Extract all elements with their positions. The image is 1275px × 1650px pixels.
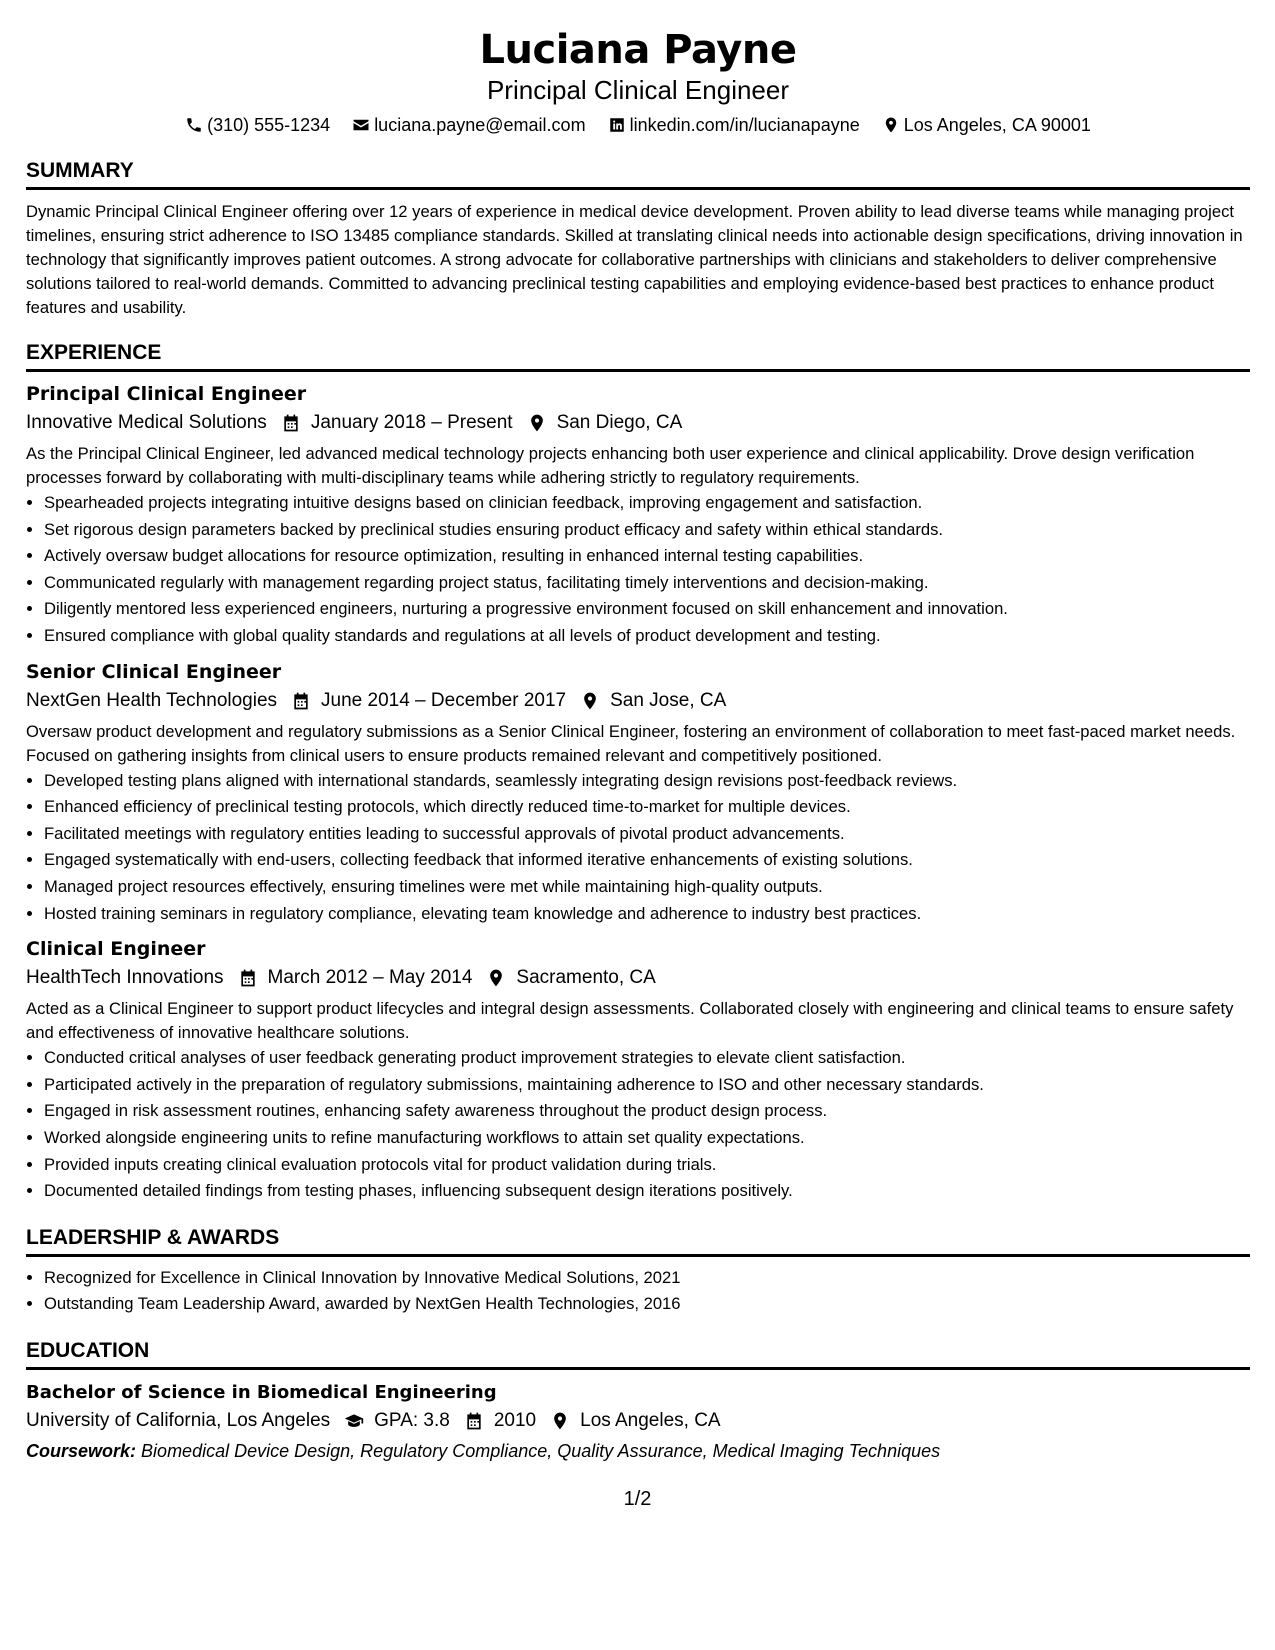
coursework-text: Biomedical Device Design, Regulatory Compliance, Quality Assurance, Medical Imaging Techniques — [141, 1440, 941, 1461]
job-dates: March 2012 – May 2014 — [267, 967, 473, 989]
education-heading: EDUCATION — [26, 1338, 1250, 1370]
linkedin-text: linkedin.com/in/lucianapayne — [629, 115, 860, 135]
coursework-label: Coursework: — [26, 1440, 137, 1461]
location-text: Los Angeles, CA 90001 — [903, 115, 1091, 135]
list-item: • Facilitated meetings with regulatory entities leading to successful approvals of pivotal product advancements. — [44, 821, 1250, 848]
job-location: Sacramento, CA — [516, 967, 656, 989]
map-pin-icon — [882, 116, 900, 134]
coursework-line — [26, 1436, 1250, 1466]
job-entry — [26, 380, 1250, 650]
calendar-icon — [291, 691, 311, 711]
job-entry — [26, 935, 1250, 1205]
list-item: • Outstanding Team Leadership Award, awarded by NextGen Health Technologies, 2016 — [44, 1291, 1250, 1318]
job-bullets — [26, 768, 1250, 928]
list-item: • Participated actively in the preparation of regulatory submissions, maintaining adherence to ISO and other necessary standards. — [44, 1072, 1250, 1099]
job-title: Senior Clinical Engineer — [26, 660, 282, 683]
list-item: • Documented detailed findings from testing phases, influencing subsequent design iterations positively. — [44, 1178, 1250, 1205]
company-name: HealthTech Innovations — [26, 967, 224, 989]
contact-email[interactable] — [352, 112, 585, 138]
list-item: • Set rigorous design parameters backed by preclinical studies ensuring product efficacy and safety within ethical standards. — [44, 517, 1250, 544]
resume-header — [26, 24, 1250, 138]
school-name: University of California, Los Angeles — [26, 1409, 331, 1431]
resume-page — [26, 24, 1250, 1466]
list-item: • Actively oversaw budget allocations for resource optimization, resulting in enhanced internal testing capabilities. — [44, 543, 1250, 570]
linkedin-icon — [608, 116, 626, 134]
list-item: • Recognized for Excellence in Clinical Innovation by Innovative Medical Solutions, 2021 — [44, 1265, 1250, 1292]
job-meta — [26, 963, 1250, 993]
contact-linkedin[interactable] — [608, 112, 860, 138]
awards-list — [26, 1265, 1250, 1318]
job-title: Clinical Engineer — [26, 938, 206, 961]
envelope-icon — [352, 116, 370, 134]
list-item: • Conducted critical analyses of user feedback generating product improvement strategies to elevate client satisfaction. — [44, 1045, 1250, 1072]
education-location: Los Angeles, CA — [580, 1409, 721, 1431]
list-item: • Diligently mentored less experienced engineers, nurturing a progressive environment focused on skill enhancement and innovation. — [44, 596, 1250, 623]
experience-heading: EXPERIENCE — [26, 340, 1250, 372]
calendar-icon — [238, 968, 258, 988]
job-bullets — [26, 490, 1250, 650]
job-description: Oversaw product development and regulatory submissions as a Senior Clinical Engineer, fostering an environment of collaboration to meet fast-paced market needs. Focused on gathering insights from clinical users to ensure products remained relevant and competitively positioned. — [26, 721, 1236, 765]
contact-location — [882, 112, 1091, 138]
contact-row — [26, 112, 1250, 138]
list-item: • Engaged systematically with end-users, collecting feedback that informed iterative enhancements of existing solutions. — [44, 847, 1250, 874]
job-dates: January 2018 – Present — [310, 412, 513, 433]
summary-heading: SUMMARY — [26, 158, 1250, 190]
list-item: • Communicated regularly with management regarding project status, facilitating timely interventions and decision-making. — [44, 570, 1250, 597]
page-number: 1/2 — [623, 1488, 652, 1510]
gpa-text: GPA: 3.8 — [374, 1409, 450, 1431]
list-item: • Provided inputs creating clinical evaluation protocols vital for product validation during trials. — [44, 1152, 1250, 1179]
candidate-title: Principal Clinical Engineer — [486, 75, 790, 105]
map-pin-icon — [550, 1411, 570, 1431]
calendar-icon — [281, 413, 301, 433]
job-meta — [26, 408, 1250, 438]
job-title: Principal Clinical Engineer — [26, 383, 307, 405]
company-name: Innovative Medical Solutions — [26, 412, 267, 433]
job-description: As the Principal Clinical Engineer, led advanced medical technology projects enhancing both user experience and clinical applicability. Drove design verification processes forward by collaborating with multi-disciplinary teams while adhering strictly to regulatory requirements. — [26, 444, 1195, 487]
job-location: San Diego, CA — [556, 412, 683, 433]
phone-icon — [185, 116, 203, 134]
list-item: • Engaged in risk assessment routines, enhancing safety awareness throughout the product design process. — [44, 1098, 1250, 1125]
map-pin-icon — [527, 413, 547, 433]
list-item: • Developed testing plans aligned with international standards, seamlessly integrating design revisions post-feedback reviews. — [44, 768, 1250, 795]
list-item: • Spearheaded projects integrating intuitive designs based on clinician feedback, improving engagement and satisfaction. — [44, 490, 1250, 517]
job-location: San Jose, CA — [610, 689, 727, 711]
email-text: luciana.payne@email.com — [374, 115, 586, 135]
phone-text: (310) 555-1234 — [207, 115, 331, 135]
candidate-name: Luciana Payne — [479, 27, 797, 73]
education-meta — [26, 1406, 1250, 1436]
graduation-year: 2010 — [493, 1409, 537, 1431]
summary-text: Dynamic Principal Clinical Engineer offering over 12 years of experience in medical device development. Proven ability to lead diverse teams while managing project timelines, ensuring strict adherence to ISO 13485 compliance standards. Skilled at translating clinical needs into actionable design specifications, driving innovation in technology that significantly improves patient outcomes. A strong advocate for collaborative partnerships with clinicians and stakeholders to deliver comprehensive solutions tailored to real-world demands. Committed to advancing preclinical testing capabilities and employing evidence-based best practices to enhance product features and usability. — [26, 202, 1243, 317]
contact-phone[interactable] — [185, 112, 330, 138]
job-dates: June 2014 – December 2017 — [321, 689, 567, 711]
job-entry — [26, 658, 1250, 928]
list-item: • Enhanced efficiency of preclinical testing protocols, which directly reduced time-to-market for multiple devices. — [44, 794, 1250, 821]
job-bullets — [26, 1045, 1250, 1205]
degree-title: Bachelor of Science in Biomedical Engineering — [26, 1381, 497, 1403]
company-name: NextGen Health Technologies — [26, 689, 278, 711]
list-item: • Hosted training seminars in regulatory compliance, elevating team knowledge and adherence to industry best practices. — [44, 901, 1250, 928]
job-description: Acted as a Clinical Engineer to support product lifecycles and integral design assessments. Collaborated closely with engineering and clinical teams to ensure safety and effectiveness of innovative healthcare solutions. — [26, 999, 1234, 1043]
awards-heading: LEADERSHIP & AWARDS — [26, 1225, 1250, 1257]
job-meta — [26, 686, 1250, 716]
map-pin-icon — [486, 968, 506, 988]
list-item: • Managed project resources effectively, ensuring timelines were met while maintaining high-quality outputs. — [44, 874, 1250, 901]
list-item: • Worked alongside engineering units to refine manufacturing workflows to attain set quality expectations. — [44, 1125, 1250, 1152]
list-item: • Ensured compliance with global quality standards and regulations at all levels of product development and testing. — [44, 623, 1250, 650]
graduation-cap-icon — [344, 1411, 364, 1431]
map-pin-icon — [580, 691, 600, 711]
calendar-icon — [464, 1411, 484, 1431]
